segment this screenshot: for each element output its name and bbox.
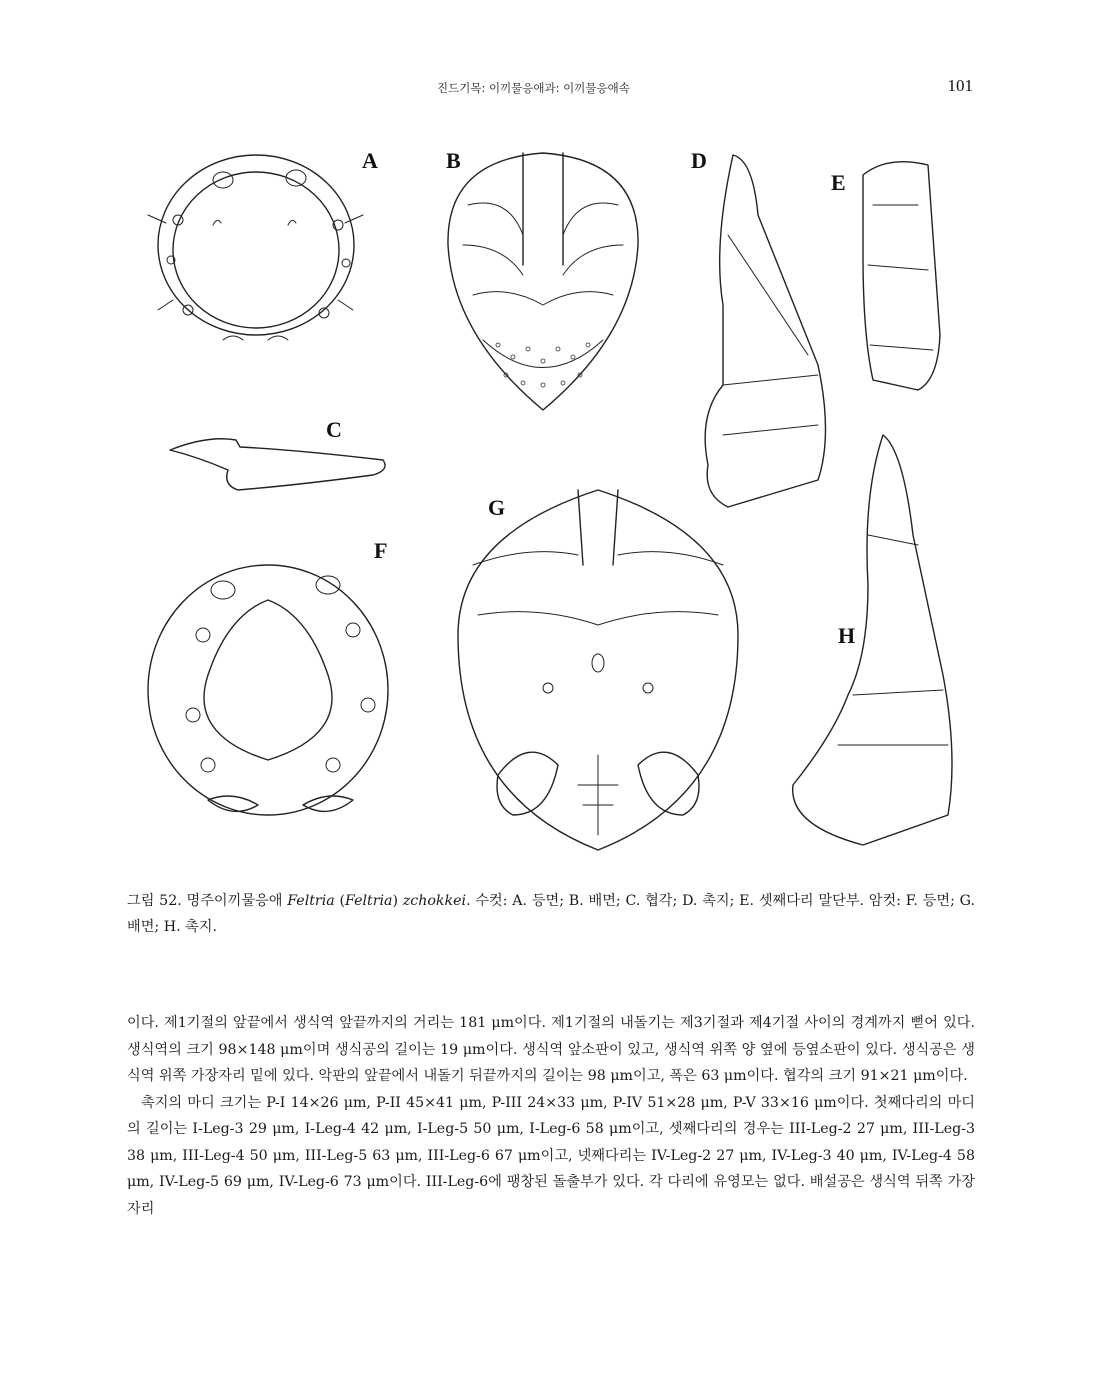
panel-e-leg-iii-tip: [831, 162, 940, 390]
panel-h-female-palp: [793, 435, 952, 845]
figure-plate: [128, 135, 988, 865]
running-title: 진드기목: 이끼물응애과: 이끼물응애속: [437, 81, 630, 95]
caption-species: zchokkei: [402, 893, 467, 909]
panel-label-a: A: [362, 148, 378, 173]
genital-field-dots: [496, 343, 590, 387]
caption-paren-open: (: [334, 893, 346, 909]
body-text: [127, 1010, 975, 1222]
panel-d-male-palp: [691, 148, 826, 507]
caption-rest: . 수컷: A. 등면; B. 배면; C. 협각; D. 촉지; E. 셋째다리 말단부. 암컷: F. 등면; G. 배면; H. 촉지.: [127, 893, 975, 935]
panel-label-f: F: [374, 538, 388, 563]
panel-b-male-ventral: [446, 148, 638, 410]
page-number: 101: [947, 76, 973, 95]
panel-label-d: D: [691, 148, 707, 173]
panel-a-male-dorsal: [148, 148, 378, 340]
caption-subgenus: Feltria: [345, 893, 393, 909]
figure-52-illustrations: [128, 135, 988, 865]
panel-label-b: B: [446, 148, 461, 173]
panel-c-chelicera: [170, 417, 385, 490]
caption-paren-close: ): [392, 893, 403, 909]
panel-label-g: G: [488, 495, 506, 520]
panel-g-female-ventral: [458, 490, 738, 850]
panel-label-h: H: [838, 623, 856, 648]
caption-prefix: 그림 52. 명주이끼물응애: [127, 893, 288, 909]
paragraph-1: 이다. 제1기절의 앞끝에서 생식역 앞끝까지의 거리는 181 μm이다. 제1기절의 내돌기는 제3기절과 제4기절 사이의 경계까지 뻗어 있다. 생식역의 크기 98×148 μm이며 생식공의 길이는 19 μm이다. 생식역 앞소판이 있고, 생식역 위쪽 양 옆에 등옆소판이 있다. 생식공은 생식역 위쪽 가장자리 밑에 있다. 악판의 앞끝에서 내돌기 뒤끝까지의 길이는 98 μm이고, 폭은 63 μm이다. 협각의 크기 91×21 μm이다.: [127, 1015, 975, 1084]
panel-f-female-dorsal: [148, 538, 388, 815]
running-head: [0, 78, 1100, 98]
figure-caption: [127, 888, 975, 940]
caption-genus: Feltria: [287, 893, 335, 909]
panel-label-e: E: [831, 170, 846, 195]
paragraph-2: 촉지의 마디 크기는 P-I 14×26 μm, P-II 45×41 μm, P-III 24×33 μm, P-IV 51×28 μm, P-V 33×16 μm이다. 첫째다리의 마디의 길이는 I-Leg-3 29 μm, I-Leg-4 42 μm, I-Leg-5 50 μm, I-Leg-6 58 μm이고, 셋째다리의 경우는 III-Leg-2 27 μm, III-Leg-3 38 μm, III-Leg-4 50 μm, III-Leg-5 63 μm, III-Leg-6 67 μm이고, 넷째다리는 IV-Leg-2 27 μm, IV-Leg-3 40 μm, IV-Leg-4 58 μm, IV-Leg-5 69 μm, IV-Leg-6 73 μm이다. III-Leg-6에 팽창된 돌출부가 있다. 각 다리에 유영모는 없다. 배설공은 생식역 뒤쪽 가장자리: [127, 1094, 975, 1217]
panel-label-c: C: [326, 417, 342, 442]
